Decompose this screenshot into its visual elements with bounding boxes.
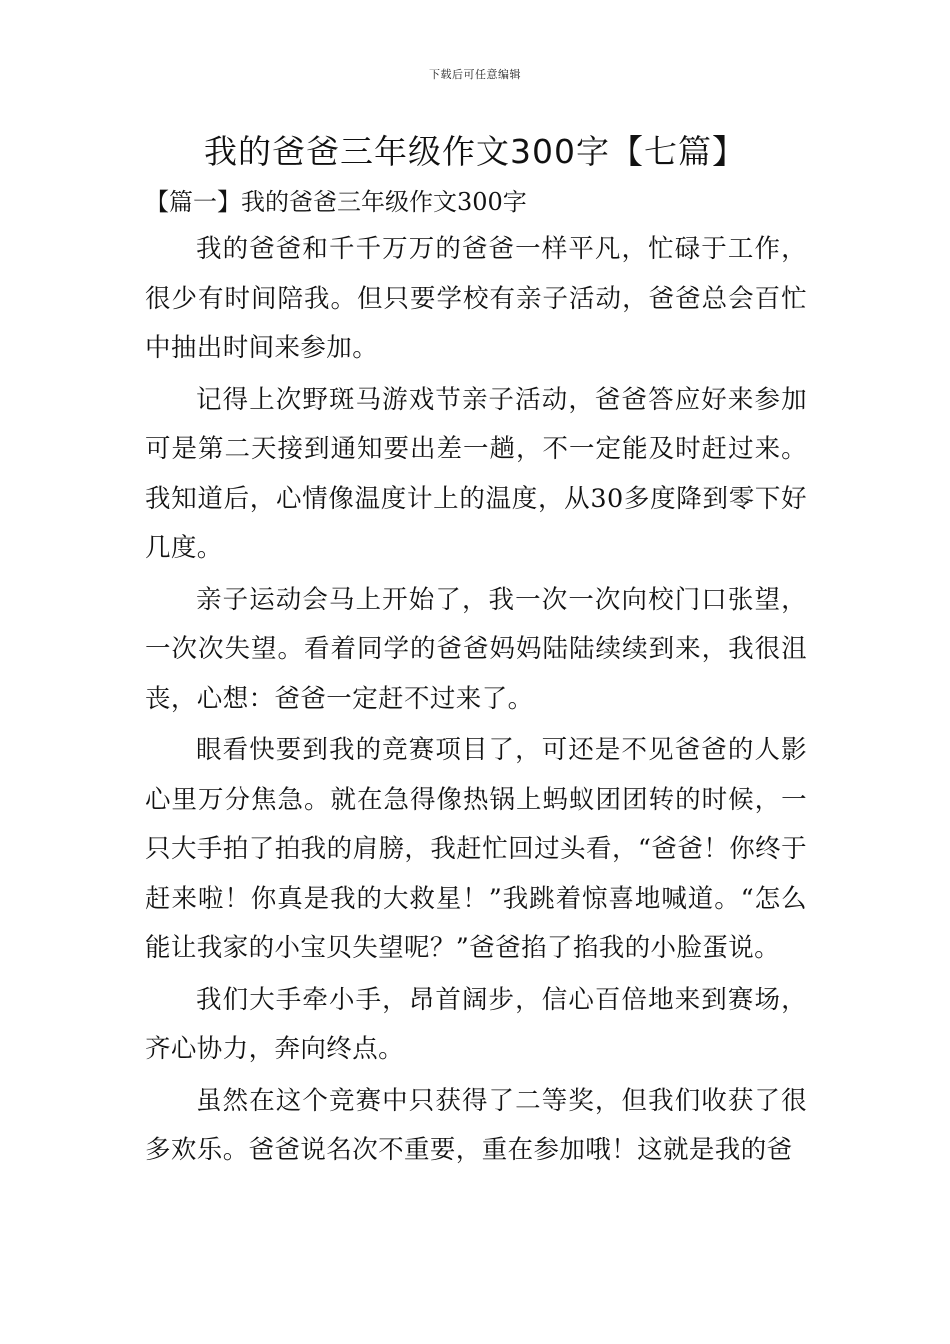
paragraph: 我的爸爸和千千万万的爸爸一样平凡，忙碌于工作，很少有时间陪我。但只要学校有亲子活动，爸爸总会百忙中抽出时间来参加。	[145, 234, 807, 363]
paragraph: 记得上次野斑马游戏节亲子活动，爸爸答应好来参加可是第二天接到通知要出差一趟，不一定能及时赶过来。我知道后，心情像温度计上的温度，从30多度降到零下好几度。	[145, 384, 807, 563]
paragraph: 眼看快要到我的竞赛项目了，可还是不见爸爸的人影心里万分焦急。就在急得像热锅上蚂蚁团团转的时候，一只大手拍了拍我的肩膀，我赶忙回过头看，“爸爸！你终于赶来啦！你真是我的大救星！”我跳着惊喜地喊道。“怎么能让我家的小宝贝失望呢？”爸爸掐了掐我的小脸蛋说。	[145, 735, 807, 963]
article-body	[145, 225, 807, 1178]
section-heading: 【篇一】我的爸爸三年级作文300字	[145, 188, 527, 216]
header-note: 下载后可任意编辑	[429, 68, 521, 81]
paragraph: 虽然在这个竞赛中只获得了二等奖，但我们收获了很多欢乐。爸爸说名次不重要，重在参加哦！这就是我的爸	[145, 1085, 807, 1165]
document-title: 我的爸爸三年级作文300字【七篇】	[204, 132, 746, 171]
paragraph: 亲子运动会马上开始了，我一次一次向校门口张望，一次次失望。看着同学的爸爸妈妈陆陆续续到来，我很沮丧，心想：爸爸一定赶不过来了。	[145, 584, 807, 714]
paragraph: 我们大手牵小手，昂首阔步，信心百倍地来到赛场，齐心协力，奔向终点。	[145, 984, 807, 1064]
